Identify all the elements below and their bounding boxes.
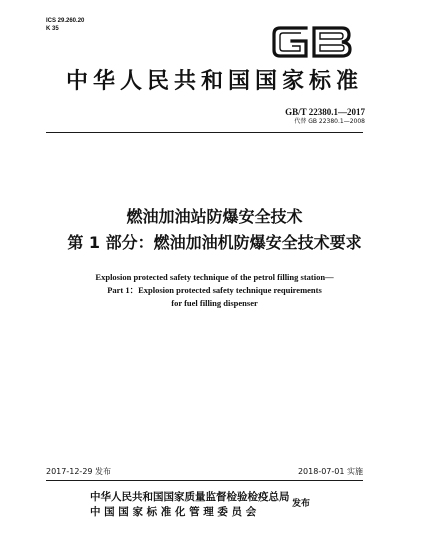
issuer-line-1: 中华人民共和国国家质量监督检验检疫总局 bbox=[90, 491, 290, 503]
release-date: 2017-12-29 发布 bbox=[46, 467, 112, 476]
gb-national-standard-logo-icon bbox=[270, 23, 354, 61]
issuer-line-2: 中 国 国 家 标 准 化 管 理 委 员 会 bbox=[90, 506, 257, 518]
ics-code: ICS 29.260.20 bbox=[46, 18, 85, 24]
title-en-line-2: Part 1：Explosion protected safety technique requirements bbox=[107, 285, 322, 295]
standard-number: GB/T 22380.1—2017 bbox=[285, 107, 365, 117]
bottom-divider bbox=[46, 480, 363, 481]
title-en-line-3: for fuel filling dispenser bbox=[171, 298, 258, 308]
top-divider bbox=[46, 132, 363, 133]
implementation-date: 2018-07-01 实施 bbox=[297, 467, 363, 476]
issue-label: 发布 bbox=[292, 499, 311, 509]
replaces-standard: 代替 GB 22380.1—2008 bbox=[294, 118, 365, 125]
ccs-code: K 35 bbox=[46, 26, 59, 32]
standard-category-title: 中华人民共和国国家标准 bbox=[65, 69, 363, 94]
classification-codes bbox=[46, 17, 84, 33]
title-zh-line-1: 燃油加油站防爆安全技术 bbox=[126, 207, 303, 226]
title-zh-line-2: 第 1 部分：燃油加油机防爆安全技术要求 bbox=[67, 233, 362, 252]
title-en-line-1: Explosion protected safety technique of the petrol filling station— bbox=[95, 272, 334, 282]
